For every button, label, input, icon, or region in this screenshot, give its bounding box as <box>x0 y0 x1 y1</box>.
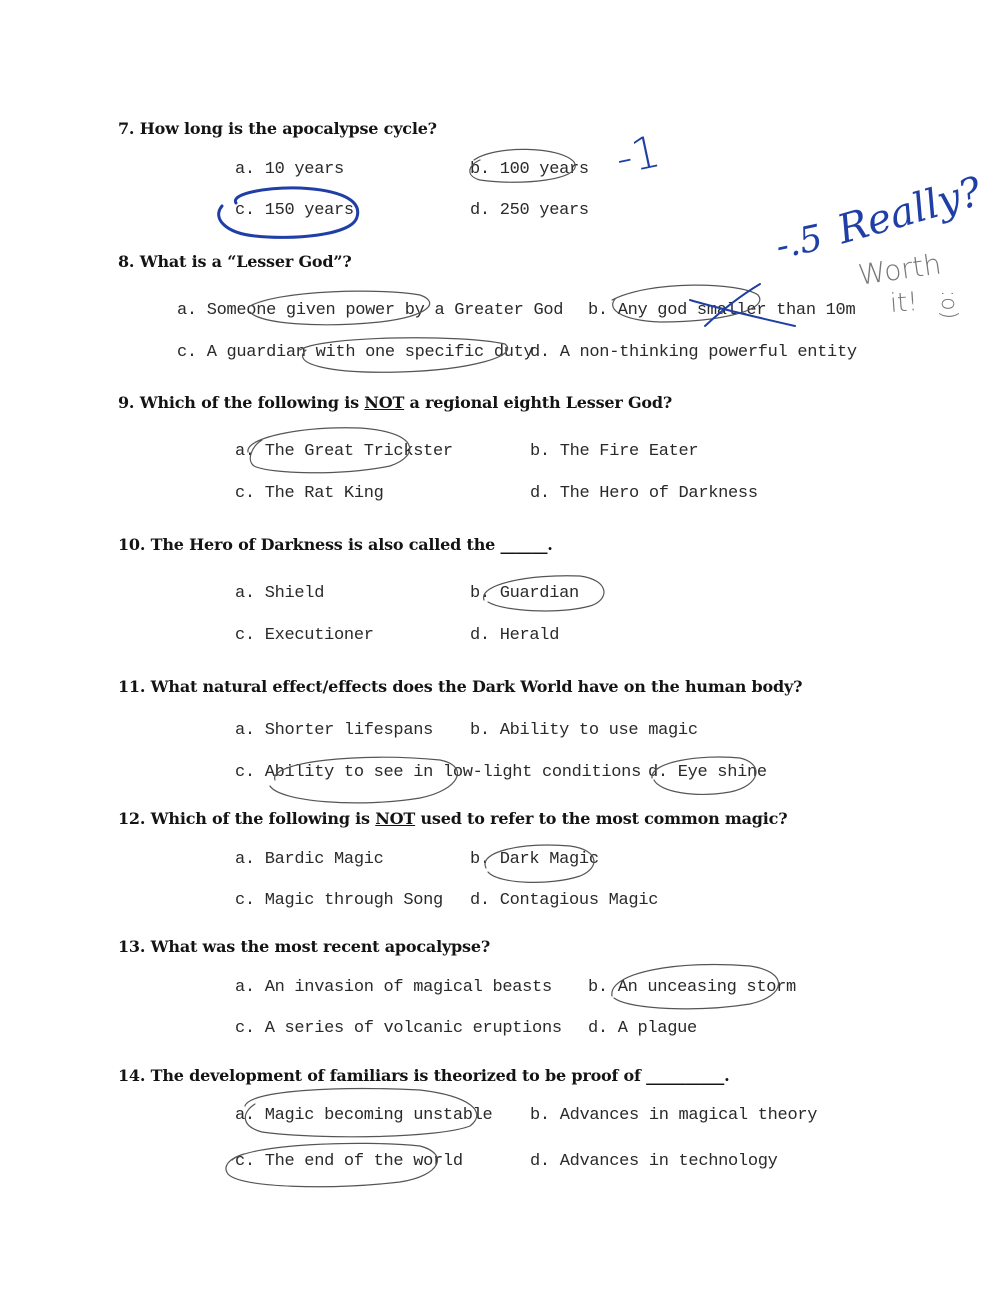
q8-option-d[interactable]: d. A non-thinking powerful entity <box>530 343 857 362</box>
question-10: 10. The Hero of Darkness is also called the ______. <box>118 535 553 554</box>
q9-option-a[interactable]: a. The Great Trickster <box>235 442 453 461</box>
question-9: 9. Which of the following is NOT a regional eighth Lesser God? <box>118 393 673 412</box>
q14-option-c[interactable]: c. The end of the world <box>235 1152 463 1171</box>
question-12: 12. Which of the following is NOT used to refer to the most common magic? <box>118 809 788 828</box>
q8-comment: Really? <box>832 168 987 254</box>
q9-option-d[interactable]: d. The Hero of Darkness <box>530 484 758 503</box>
q10-option-c[interactable]: c. Executioner <box>235 626 374 645</box>
question-8: 8. What is a “Lesser God”? <box>118 252 352 271</box>
q8-reply-line2: it! <box>888 287 919 319</box>
q7-option-b[interactable]: b. 100 years <box>470 160 589 179</box>
q11-option-a[interactable]: a. Shorter lifespans <box>235 721 434 740</box>
q10-option-d[interactable]: d. Herald <box>470 626 560 645</box>
q14-option-d[interactable]: d. Advances in technology <box>530 1152 778 1171</box>
q8-reply-line1: Worth <box>856 247 944 292</box>
question-13: 13. What was the most recent apocalypse? <box>118 937 491 956</box>
q13-option-d[interactable]: d. A plague <box>588 1019 697 1038</box>
q11-option-b[interactable]: b. Ability to use magic <box>470 721 698 740</box>
q12-option-a[interactable]: a. Bardic Magic <box>235 850 384 869</box>
q8-option-a[interactable]: a. Someone given power by a Greater God <box>177 301 564 320</box>
smiley-face-icon: :o) <box>936 289 962 320</box>
q12-option-b[interactable]: b. Dark Magic <box>470 850 599 869</box>
q7-option-c[interactable]: c. 150 years <box>235 201 354 220</box>
q13-option-a[interactable]: a. An invasion of magical beasts <box>235 978 552 997</box>
q8-option-b[interactable]: b. Any god smaller than 10m <box>588 301 856 320</box>
q12-option-d[interactable]: d. Contagious Magic <box>470 891 659 910</box>
q10-option-b[interactable]: b. Guardian <box>470 584 579 603</box>
q14-option-a[interactable]: a. Magic becoming unstable <box>235 1106 493 1125</box>
question-11: 11. What natural effect/effects does the Dark World have on the human body? <box>118 677 803 696</box>
q7-option-d[interactable]: d. 250 years <box>470 201 589 220</box>
q7-grade-mark: -1 <box>611 125 665 186</box>
q11-option-d[interactable]: d. Eye shine <box>648 763 767 782</box>
q10-option-a[interactable]: a. Shield <box>235 584 325 603</box>
q14-option-b[interactable]: b. Advances in magical theory <box>530 1106 818 1125</box>
q11-option-c[interactable]: c. Ability to see in low-light conditions <box>235 763 641 782</box>
q7-option-a[interactable]: a. 10 years <box>235 160 344 179</box>
q12-option-c[interactable]: c. Magic through Song <box>235 891 443 910</box>
question-14: 14. The development of familiars is theorized to be proof of __________. <box>118 1066 730 1085</box>
q9-option-c[interactable]: c. The Rat King <box>235 484 384 503</box>
question-7: 7. How long is the apocalypse cycle? <box>118 119 437 138</box>
q13-option-c[interactable]: c. A series of volcanic eruptions <box>235 1019 562 1038</box>
q8-grade-mark: -.5 <box>772 217 827 268</box>
q8-option-c[interactable]: c. A guardian with one specific duty <box>177 343 534 362</box>
q9-option-b[interactable]: b. The Fire Eater <box>530 442 699 461</box>
q13-option-b[interactable]: b. An unceasing storm <box>588 978 796 997</box>
